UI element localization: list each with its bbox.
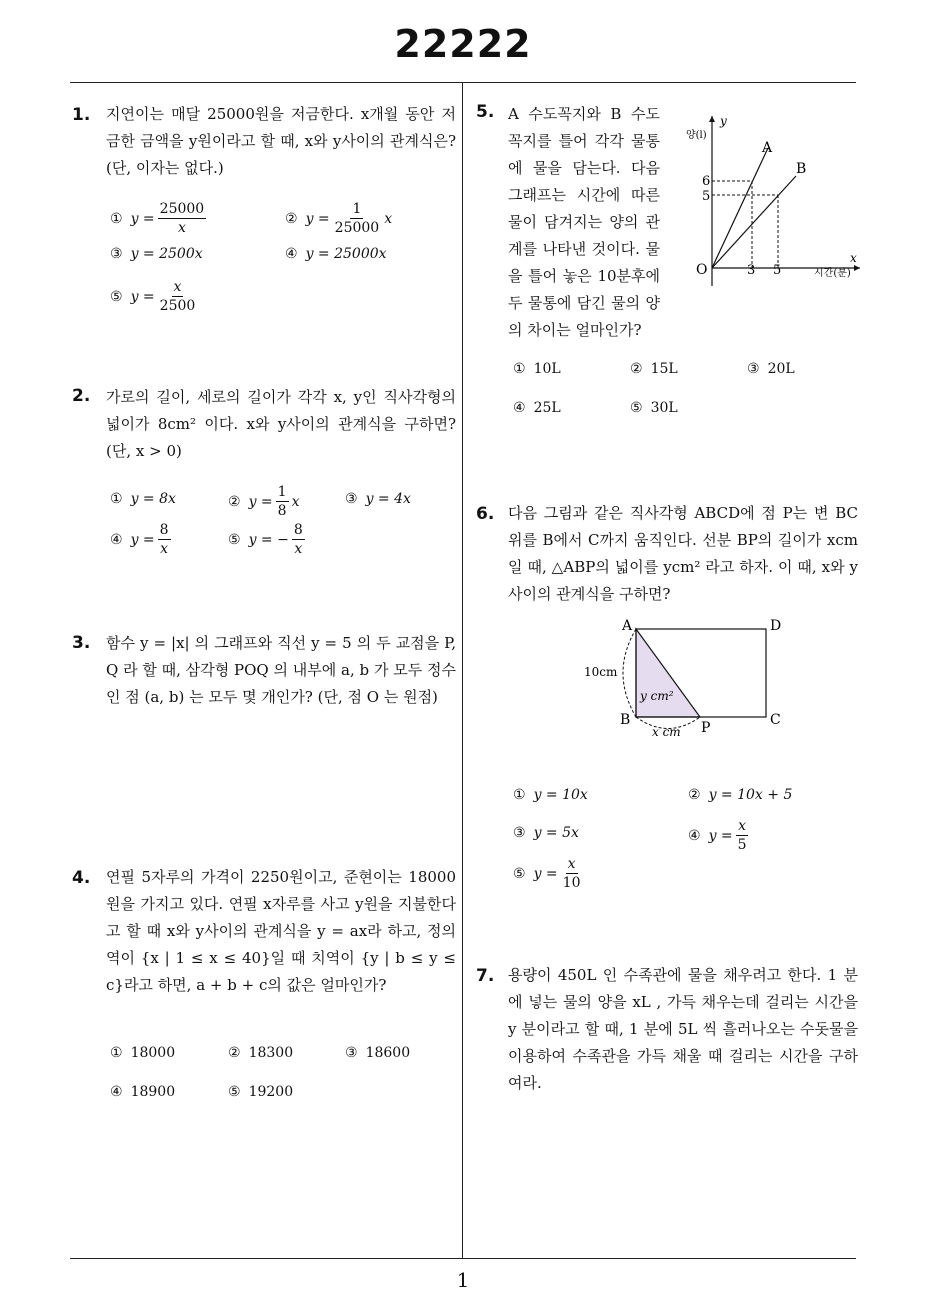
page-title: 22222 <box>394 22 532 66</box>
choice-marker: ① <box>110 210 123 227</box>
point-p: P <box>701 720 711 736</box>
choice-2[interactable]: ② y = $\frac{1}{25000}$ x <box>285 201 393 236</box>
fraction: $\frac{1}{8}$ <box>277 484 287 519</box>
area-label: y cm² <box>640 689 674 703</box>
fraction: $\frac{8}{x}$ <box>293 522 303 557</box>
fraction: $\frac{25000}{x}$ <box>159 201 205 236</box>
choice-5[interactable]: ⑤ y = $\frac{x}{10}$ <box>513 856 581 891</box>
vertex-c: C <box>770 712 781 728</box>
question-number: 4. <box>72 868 91 888</box>
choice-5[interactable]: ⑤ 19200 <box>228 1084 294 1100</box>
base-label: x cm <box>652 725 681 739</box>
origin-label: O <box>696 262 708 278</box>
x-axis-label: 시간(분) <box>814 268 851 279</box>
choice-2[interactable]: ② 18300 <box>228 1045 294 1061</box>
choice-5[interactable]: ⑤ y = $\frac{x}{2500}$ <box>110 279 196 314</box>
choice-3[interactable]: ③ y = 4x <box>345 491 411 507</box>
choice-3[interactable]: ③ 20L <box>747 361 795 377</box>
choice-3[interactable]: ③ y = 5x <box>513 825 579 841</box>
choice-marker: ④ <box>285 246 298 262</box>
question-5-text: A 수도꼭지와 B 수도꼭지를 틀어 각각 물통에 물을 담는다. 다음 그래프는 시간에 따른 물이 담겨지는 양의 관계를 나타낸 것이다. 물을 틀어 놓은 10분후에 두 물통에 담긴 물의 양의 차이는 얼마인가? <box>508 105 660 339</box>
question-number: 3. <box>72 633 91 653</box>
water-graph <box>672 108 868 288</box>
vertex-b: B <box>620 712 631 728</box>
choice-marker: ② <box>285 210 298 227</box>
column-divider <box>462 83 463 1258</box>
fraction: $\frac{8}{x}$ <box>159 522 169 557</box>
question-number: 7. <box>476 966 495 986</box>
page-number: 1 <box>456 1268 470 1292</box>
choice-1[interactable]: ① y = $\frac{25000}{x}$ <box>110 201 205 236</box>
choice-5[interactable]: ⑤ y = − $\frac{8}{x}$ <box>228 522 303 557</box>
top-rule <box>70 82 856 83</box>
choice-3[interactable]: ③ y = 2500x <box>110 246 203 262</box>
y-axis-label: 양(l) <box>686 130 707 141</box>
question-4-text: 연필 5자루의 가격이 2250원이고, 준현이는 18000원을 가지고 있다. 연필 x자루를 사고 y원을 지불한다고 할 때 x와 y사이의 관계식을 y = ax라 하고, 정의역이 {x | 1 ≤ x ≤ 40}일 때 치역이 {y | b ≤ y ≤ c}라고 하면, a + b + c의 값은 얼마인가? <box>106 868 456 994</box>
choice-2[interactable]: ② 15L <box>630 361 678 377</box>
side-label: 10cm <box>584 665 618 679</box>
fraction: $\frac{x}{10}$ <box>562 856 581 891</box>
question-6-text: 다음 그림과 같은 직사각형 ABCD에 점 P는 변 BC 위를 B에서 C까지 움직인다. 선분 BP의 길이가 xcm 일 때, △ABP의 넓이를 ycm² 라고 하자. 이 때, x와 y사이의 관계식을 구하면? <box>508 504 858 603</box>
question-number: 6. <box>476 504 495 524</box>
fraction: $\frac{x}{5}$ <box>737 818 747 853</box>
x-tick: 3 <box>747 263 756 278</box>
choice-2[interactable]: ② y = $\frac{1}{8}$ x <box>228 484 300 519</box>
choice-marker: ⑤ <box>110 288 123 305</box>
x-tick: 5 <box>773 263 782 278</box>
question-number: 5. <box>476 102 495 122</box>
fraction: $\frac{x}{2500}$ <box>159 279 196 314</box>
choice-2[interactable]: ② y = 10x + 5 <box>688 787 793 803</box>
choice-4[interactable]: ④ y = $\frac{x}{5}$ <box>688 818 747 853</box>
question-2-text: 가로의 길이, 세로의 길이가 각각 x, y인 직사각형의 넓이가 8cm² 이다. x와 y사이의 관계식을 구하면? (단, x > 0) <box>106 388 456 460</box>
question-text: 지연이는 매달 25000원을 저금한다. x개월 동안 저금한 금액을 y원이라고 할 때, x와 y사이의 관계식은?(단, 이자는 없다.) <box>106 105 456 177</box>
y-axis-var: y <box>720 114 727 128</box>
choice-marker: ③ <box>110 246 123 262</box>
x-axis-var: x <box>850 251 857 265</box>
bottom-rule <box>70 1258 856 1259</box>
choice-3[interactable]: ③ 18600 <box>345 1045 411 1061</box>
choice-4[interactable]: ④ y = $\frac{8}{x}$ <box>110 522 169 557</box>
choice-4[interactable]: ④ 25L <box>513 400 561 416</box>
rectangle-figure <box>580 612 800 742</box>
choice-1[interactable]: ① y = 10x <box>513 787 588 803</box>
question-3-text: 함수 y = |x| 의 그래프와 직선 y = 5 의 두 교점을 P, Q 라 할 때, 삼각형 POQ 의 내부에 a, b 가 모두 정수인 점 (a, b) 는 모두 몇 개인가? (단, 점 O 는 원점) <box>106 634 456 706</box>
choice-1[interactable]: ① y = 8x <box>110 491 176 507</box>
question-number: 1. <box>72 105 91 125</box>
vertex-d: D <box>770 618 782 634</box>
question-7-text: 용량이 450L 인 수족관에 물을 채우려고 한다. 1 분에 넣는 물의 양을 xL , 가득 채우는데 걸리는 시간을 y 분이라고 할 때, 1 분에 5L 씩 흘러나오는 수돗물을 이용하여 수족관을 가득 채울 때 걸리는 시간을 구하여라. <box>508 966 858 1092</box>
fraction: $\frac{1}{25000}$ <box>334 201 380 236</box>
line-b-label: B <box>796 161 807 177</box>
choice-4[interactable]: ④ y = 25000x <box>285 246 387 262</box>
choice-1[interactable]: ① 10L <box>513 361 561 377</box>
question-number: 2. <box>72 386 91 406</box>
y-tick: 5 <box>702 189 711 204</box>
choice-5[interactable]: ⑤ 30L <box>630 400 678 416</box>
vertex-a: A <box>622 618 633 634</box>
y-tick: 6 <box>702 174 711 189</box>
choice-1[interactable]: ① 18000 <box>110 1045 176 1061</box>
line-a-label: A <box>762 140 773 156</box>
choice-4[interactable]: ④ 18900 <box>110 1084 176 1100</box>
